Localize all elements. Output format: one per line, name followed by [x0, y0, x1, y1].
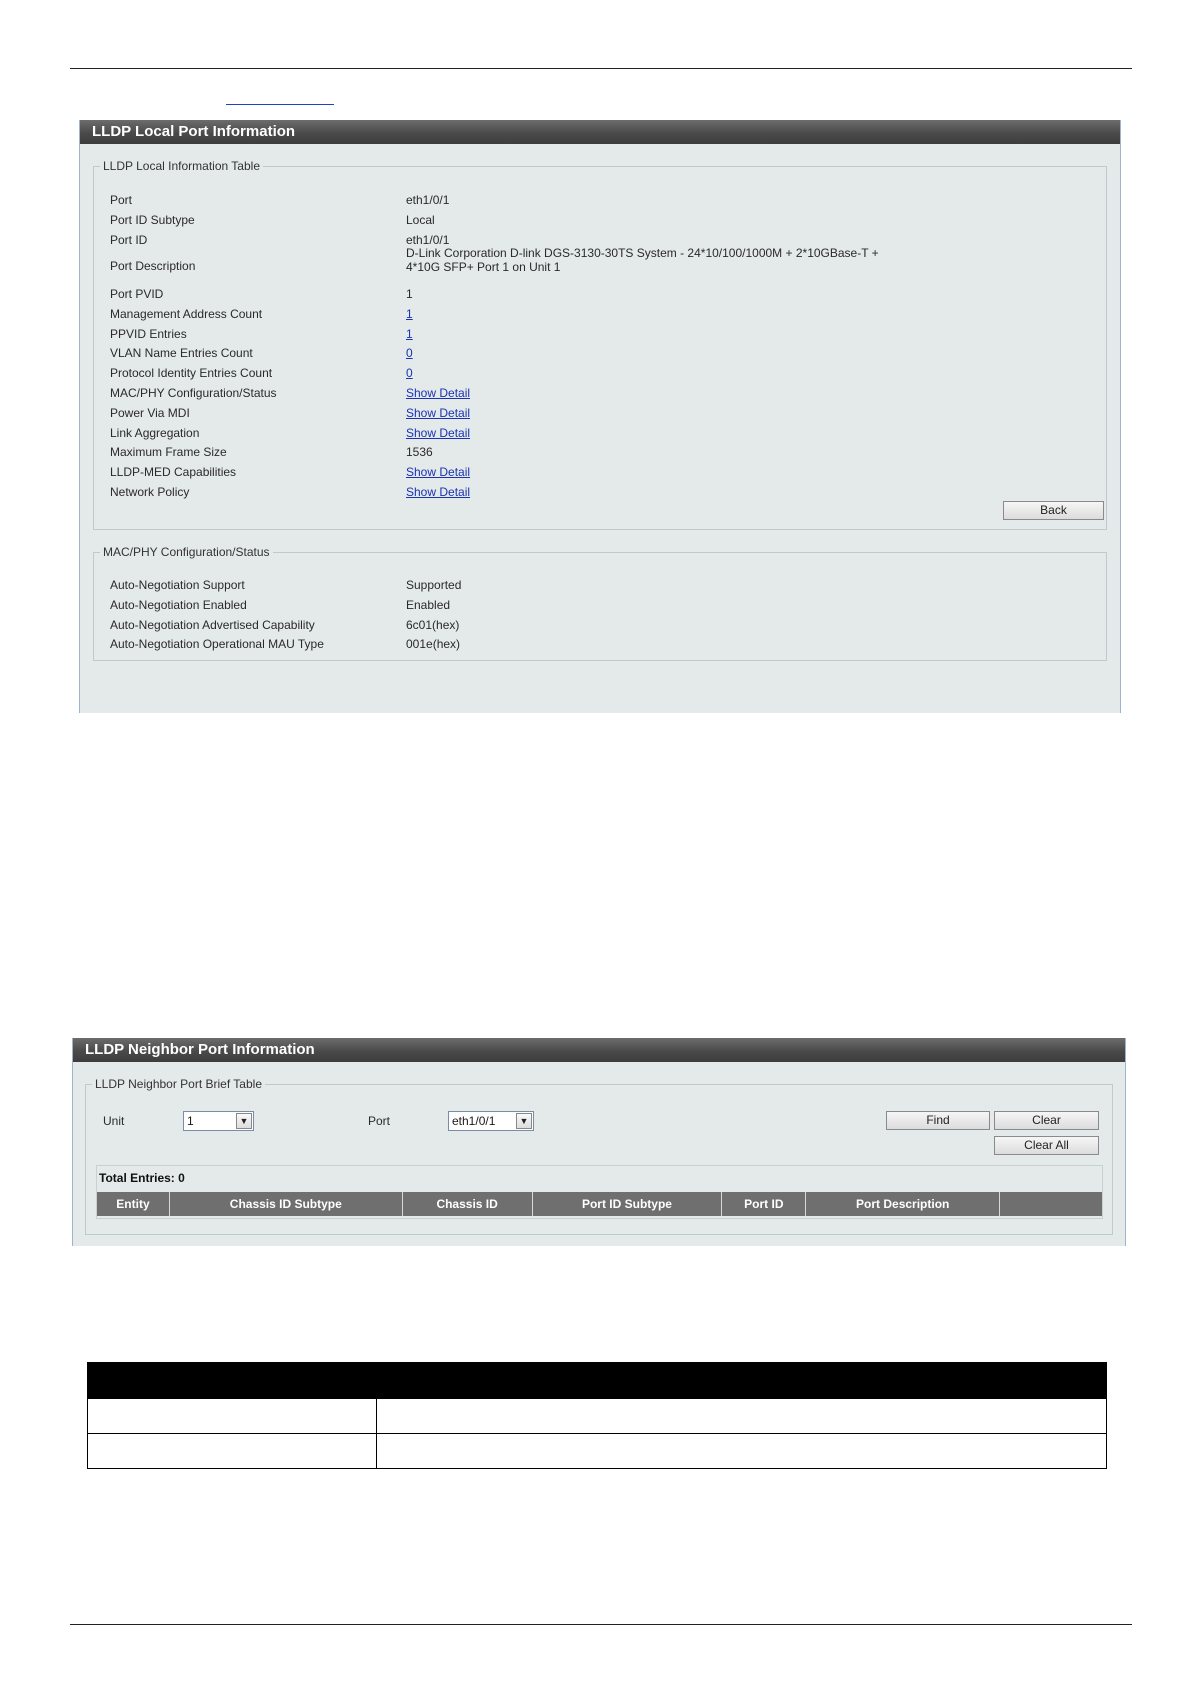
clear-all-button[interactable]: Clear All: [994, 1136, 1099, 1155]
info-row-value: [406, 366, 413, 380]
chevron-down-icon[interactable]: ▼: [516, 1113, 532, 1129]
port-select[interactable]: [448, 1111, 534, 1131]
info-row-label: Link Aggregation: [110, 426, 200, 440]
chevron-down-icon[interactable]: ▼: [236, 1113, 252, 1129]
info-row-value: 1: [406, 287, 413, 301]
show-detail-link[interactable]: Show Detail: [406, 465, 471, 479]
macphy-row-value: 001e(hex): [406, 637, 461, 651]
count-link[interactable]: 1: [406, 327, 413, 341]
header-link-underline[interactable]: [226, 90, 334, 105]
info-row-value: eth1/0/1: [406, 233, 450, 247]
info-row-value: [406, 386, 470, 400]
info-row-value: [406, 406, 470, 420]
show-detail-link[interactable]: Show Detail: [406, 406, 471, 420]
table-row: [88, 1434, 1107, 1469]
info-row-value: [406, 246, 879, 274]
lldp-neighbor-port-panel: [72, 1038, 1126, 1246]
info-row-label: Protocol Identity Entries Count: [110, 366, 273, 380]
total-entries: Total Entries: 0: [99, 1171, 185, 1185]
info-row-value: [406, 426, 470, 440]
info-row-value: [406, 346, 413, 360]
info-row-value: [406, 465, 470, 479]
panel-title: LLDP Neighbor Port Information: [73, 1038, 1125, 1062]
macphy-row-label: Auto-Negotiation Advertised Capability: [110, 618, 315, 632]
macphy-row-value: Enabled: [406, 598, 451, 612]
info-row-value: eth1/0/1: [406, 193, 450, 207]
column-header: Entity: [97, 1192, 170, 1216]
info-row-label: MAC/PHY Configuration/Status: [110, 386, 277, 400]
neighbor-table: [96, 1165, 1103, 1219]
info-row-label: Maximum Frame Size: [110, 445, 227, 459]
port-select-value: eth1/0/1: [452, 1114, 496, 1128]
macphy-row-value: 6c01(hex): [406, 618, 460, 632]
table-row: [88, 1399, 1107, 1434]
info-row-value: 1536: [406, 445, 433, 459]
column-header: Port Description: [806, 1192, 1000, 1216]
group-legend: MAC/PHY Configuration/Status: [100, 544, 273, 560]
column-header: [1000, 1192, 1102, 1216]
table-cell: [88, 1399, 377, 1434]
column-header: Chassis ID Subtype: [170, 1192, 403, 1216]
macphy-row-label: Auto-Negotiation Operational MAU Type: [110, 637, 324, 651]
table-cell: [377, 1399, 1107, 1434]
macphy-row-value: Supported: [406, 578, 462, 592]
clear-button[interactable]: Clear: [994, 1111, 1099, 1130]
info-row-label: Port: [110, 193, 133, 207]
info-row-label: Network Policy: [110, 485, 190, 499]
info-row-value-line: D-Link Corporation D-link DGS-3130-30TS System - 24*10/100/1000M + 2*10GBase-T +: [406, 246, 879, 260]
count-link[interactable]: 0: [406, 346, 413, 360]
header-cell: [88, 1363, 377, 1399]
info-row-label: Power Via MDI: [110, 406, 190, 420]
find-button[interactable]: Find: [886, 1111, 990, 1130]
lldp-local-port-panel: [79, 120, 1121, 713]
neighbor-table-header: [97, 1192, 1102, 1216]
info-row-label: VLAN Name Entries Count: [110, 346, 253, 360]
info-row-value: [406, 307, 413, 321]
group-legend: LLDP Neighbor Port Brief Table: [92, 1076, 265, 1092]
count-link[interactable]: 1: [406, 307, 413, 321]
macphy-row-label: Auto-Negotiation Enabled: [110, 598, 247, 612]
panel-title: LLDP Local Port Information: [80, 120, 1120, 144]
parameter-table: [87, 1362, 1107, 1469]
info-row-label: Port Description: [110, 259, 196, 273]
macphy-row-label: Auto-Negotiation Support: [110, 578, 245, 592]
group-legend: LLDP Local Information Table: [100, 158, 263, 174]
back-button[interactable]: Back: [1003, 501, 1104, 520]
info-row-value: Local: [406, 213, 435, 227]
port-label: Port: [368, 1114, 391, 1128]
table-cell: [377, 1434, 1107, 1469]
count-link[interactable]: 0: [406, 366, 413, 380]
show-detail-link[interactable]: Show Detail: [406, 485, 471, 499]
info-row-label: Management Address Count: [110, 307, 263, 321]
info-row-label: LLDP-MED Capabilities: [110, 465, 237, 479]
info-row-label: PPVID Entries: [110, 327, 187, 341]
unit-select-value: 1: [187, 1114, 194, 1128]
show-detail-link[interactable]: Show Detail: [406, 386, 471, 400]
neighbor-brief-group: [85, 1077, 1113, 1235]
parameter-table-header: [88, 1363, 1107, 1399]
show-detail-link[interactable]: Show Detail: [406, 426, 471, 440]
column-header: Port ID Subtype: [533, 1192, 723, 1216]
table-cell: [88, 1434, 377, 1469]
column-header: Chassis ID: [403, 1192, 533, 1216]
info-row-value: [406, 485, 470, 499]
footer-rule: [70, 1624, 1132, 1625]
unit-label: Unit: [103, 1114, 125, 1128]
local-info-group: [93, 159, 1107, 530]
info-row-label: Port ID: [110, 233, 148, 247]
column-header: Port ID: [722, 1192, 806, 1216]
header-rule: [70, 68, 1132, 69]
info-row-label: Port PVID: [110, 287, 164, 301]
info-row-value: [406, 327, 413, 341]
header-cell: [377, 1363, 1107, 1399]
macphy-group: [93, 545, 1107, 661]
info-row-value-line: 4*10G SFP+ Port 1 on Unit 1: [406, 260, 561, 274]
unit-select[interactable]: [183, 1111, 254, 1131]
info-row-label: Port ID Subtype: [110, 213, 195, 227]
